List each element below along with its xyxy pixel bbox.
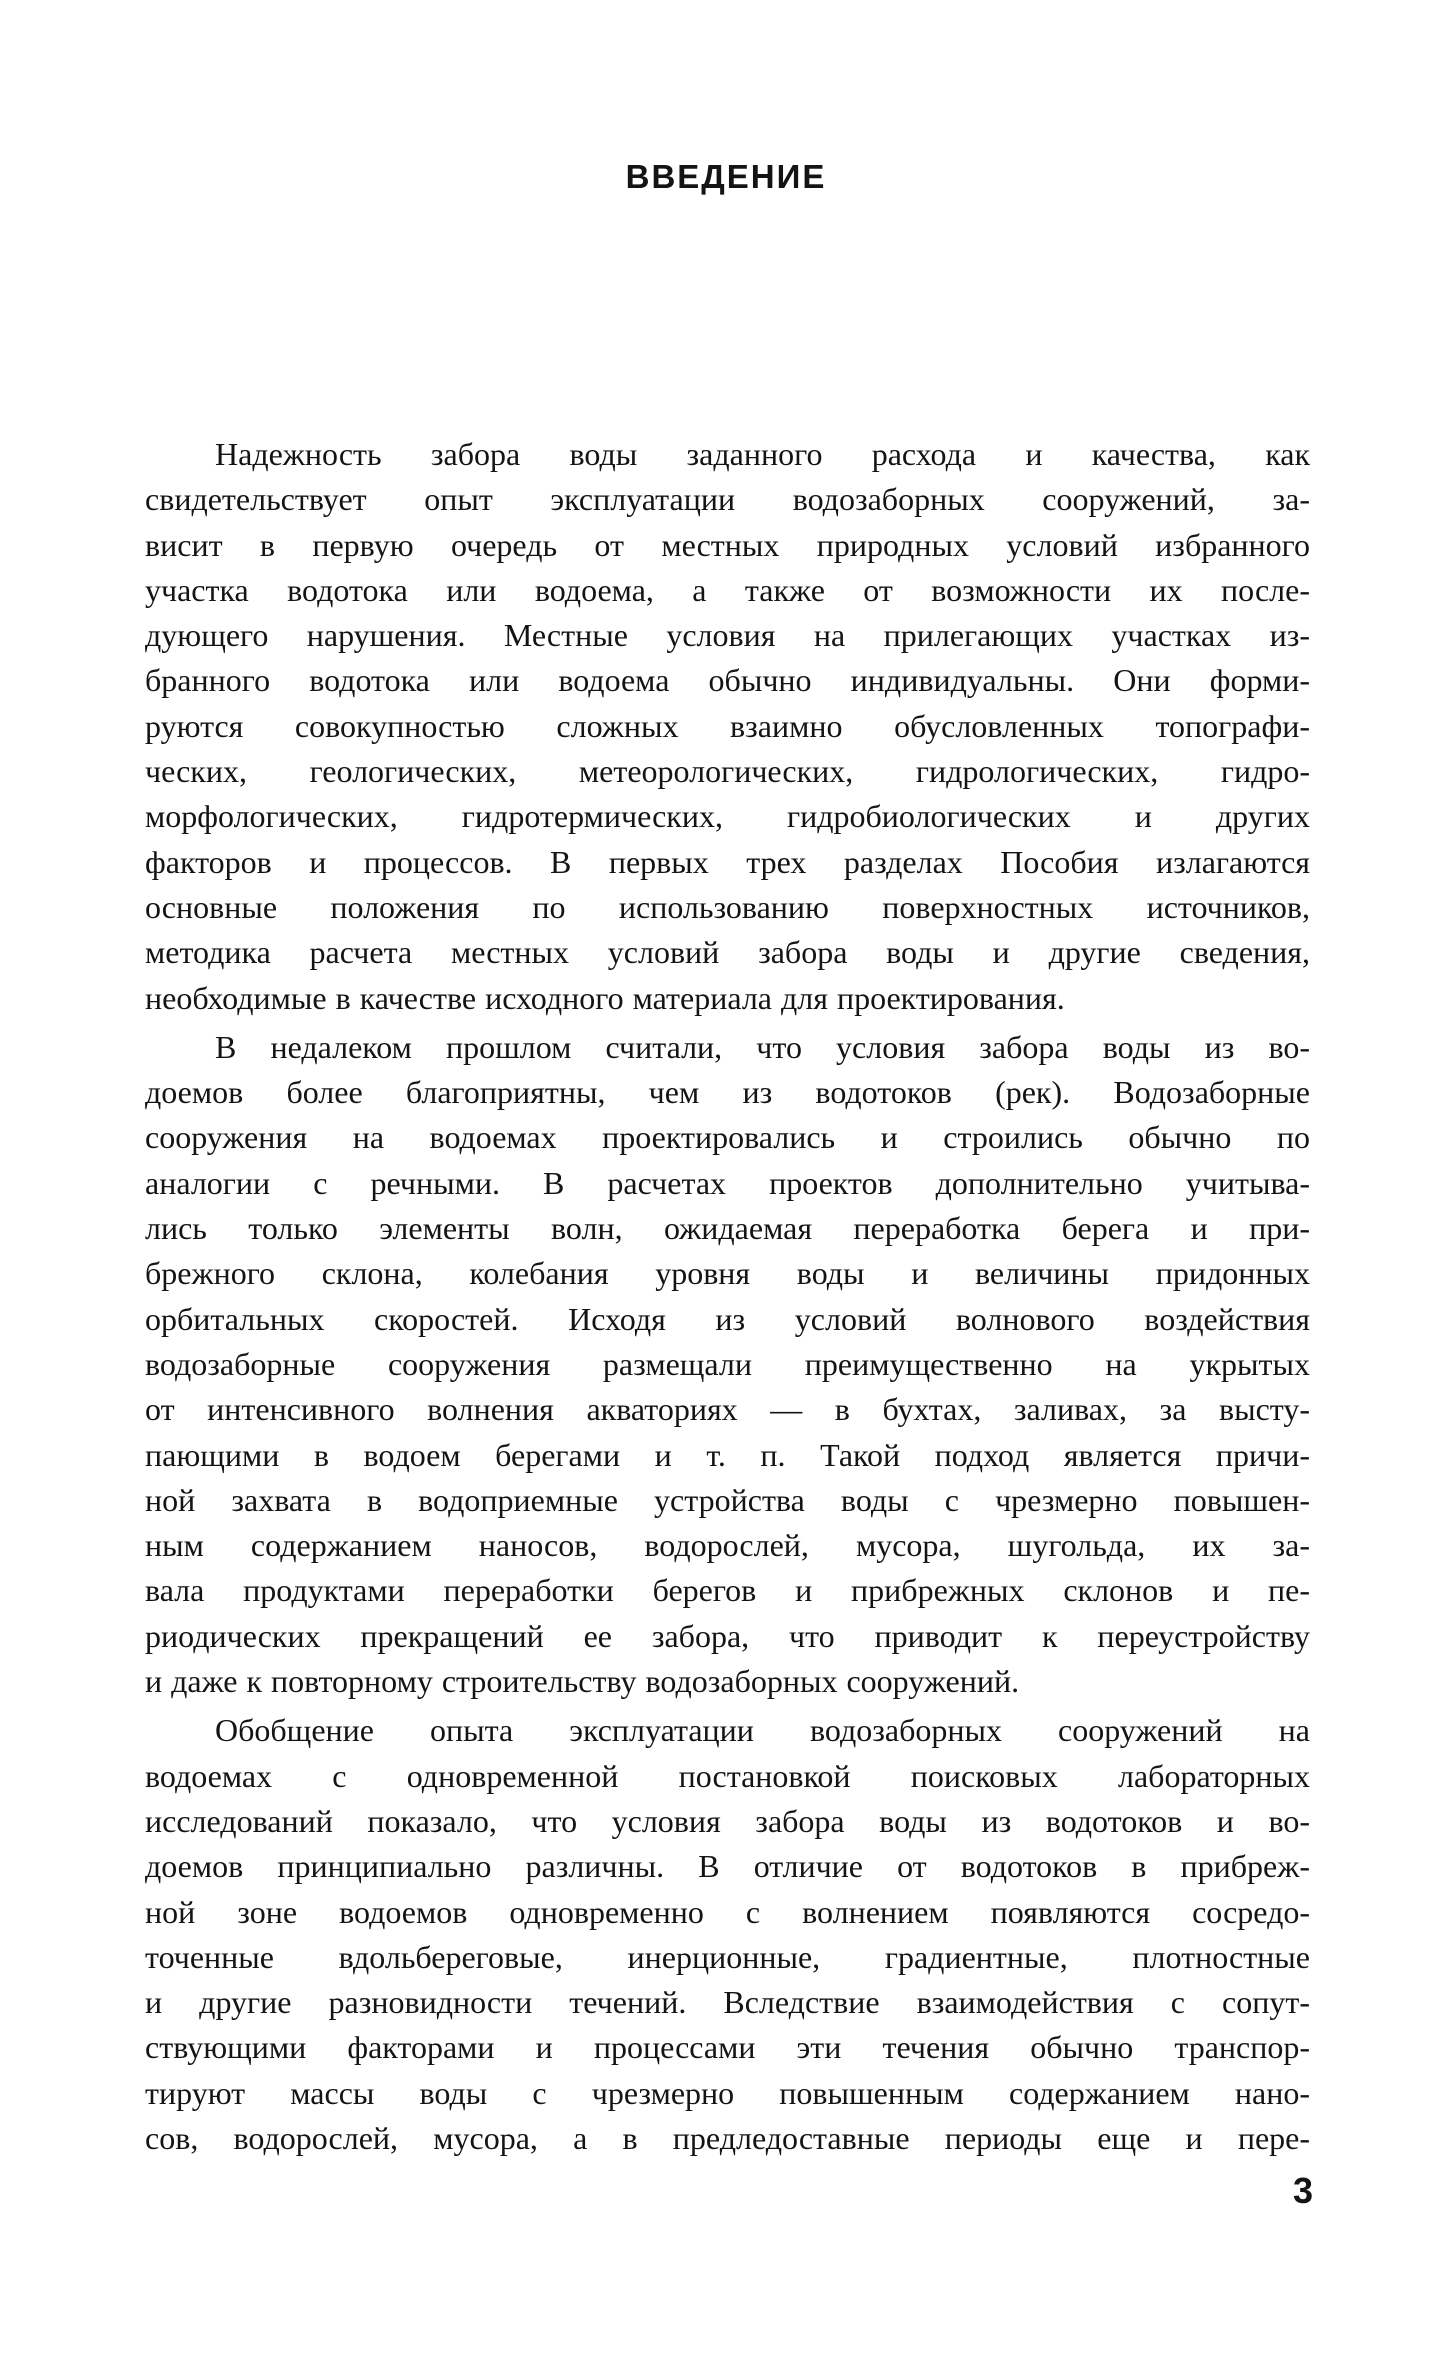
text-line: орбитальных скоростей. Исходя из условий волнового воздействия: [145, 1300, 1310, 1337]
text-line: участка водотока или водоема, а также от возможности их после-: [145, 571, 1310, 608]
text-line: ствующими факторами и процессами эти течения обычно транспор-: [145, 2029, 1310, 2066]
text-line: аналогии с речными. В расчетах проектов дополнительно учитыва-: [145, 1164, 1310, 1201]
text-line: пающими в водоем берегами и т. п. Такой подход является причи-: [145, 1436, 1310, 1473]
text-line: висит в первую очередь от местных природных условий избранного: [145, 526, 1310, 563]
paragraph-3: [145, 1708, 1310, 2161]
text-line: необходимые в качестве исходного материала для проектирования.: [145, 979, 1065, 1016]
paragraph-2: [145, 1025, 1310, 1704]
text-line: ным содержанием наносов, водорослей, мусора, шугольда, их за-: [145, 1527, 1310, 1564]
text-line: брежного склона, колебания уровня воды и величины придонных: [145, 1255, 1310, 1292]
text-line: основные положения по использованию поверхностных источников,: [145, 888, 1310, 925]
text-line: ческих, геологических, метеорологических, гидрологических, гидро-: [145, 753, 1310, 790]
body-text: [145, 432, 1310, 2165]
text-line: исследований показало, что условия забора воды из водотоков и во-: [145, 1802, 1310, 1839]
text-line: Надежность забора воды заданного расхода и качества, как: [215, 436, 1310, 472]
text-line: сов, водорослей, мусора, а в предледоставные периоды еще и пере-: [145, 2119, 1310, 2156]
text-line: Обобщение опыта эксплуатации водозаборных сооружений на: [215, 1712, 1310, 1749]
text-line: доемов более благоприятны, чем из водотоков (рек). Водозаборные: [145, 1074, 1310, 1111]
text-line: и даже к повторному строительству водозаборных сооружений.: [145, 1663, 1020, 1700]
text-line: ной зоне водоемов одновременно с волнением появляются сосредо-: [145, 1893, 1310, 1930]
text-line: ной захвата в водоприемные устройства воды с чрезмерно повышен-: [145, 1481, 1310, 1518]
text-line: доемов принципиально различны. В отличие от водотоков в прибреж-: [145, 1848, 1310, 1885]
text-line: руются совокупностью сложных взаимно обусловленных топографи-: [145, 707, 1310, 744]
page-number: 3: [1292, 2170, 1313, 2211]
paragraph-1: [145, 432, 1310, 1021]
text-line: и другие разновидности течений. Вследствие взаимодействия с сопут-: [145, 1984, 1310, 2021]
text-line: риодических прекращений ее забора, что приводит к переустройству: [145, 1617, 1310, 1654]
text-line: бранного водотока или водоема обычно индивидуальны. Они форми-: [145, 662, 1310, 699]
text-line: свидетельствует опыт эксплуатации водозаборных сооружений, за-: [145, 481, 1310, 518]
text-line: факторов и процессов. В первых трех разделах Пособия излагаются: [145, 843, 1310, 880]
text-line: дующего нарушения. Местные условия на прилегающих участках из-: [145, 617, 1310, 654]
text-line: лись только элементы волн, ожидаемая переработка берега и при-: [145, 1210, 1310, 1247]
text-line: вала продуктами переработки берегов и прибрежных склонов и пе-: [145, 1572, 1310, 1609]
text-line: водоемах с одновременной постановкой поисковых лабораторных: [145, 1757, 1310, 1794]
text-line: точенные вдольбереговые, инерционные, градиентные, плотностные: [145, 1938, 1310, 1975]
text-line: В недалеком прошлом считали, что условия забора воды из во-: [215, 1028, 1310, 1065]
text-line: морфологических, гидротермических, гидробиологических и других: [145, 798, 1310, 835]
text-line: сооружения на водоемах проектировались и строились обычно по: [145, 1119, 1310, 1156]
chapter-heading: ВВЕДЕНИЕ: [625, 158, 827, 195]
text-line: водозаборные сооружения размещали преимущественно на укрытых: [145, 1345, 1310, 1382]
text-line: методика расчета местных условий забора воды и другие сведения,: [145, 934, 1310, 971]
text-line: тируют массы воды с чрезмерно повышенным содержанием нано-: [145, 2074, 1310, 2111]
text-line: от интенсивного волнения акваториях — в бухтах, заливах, за высту-: [145, 1391, 1310, 1428]
